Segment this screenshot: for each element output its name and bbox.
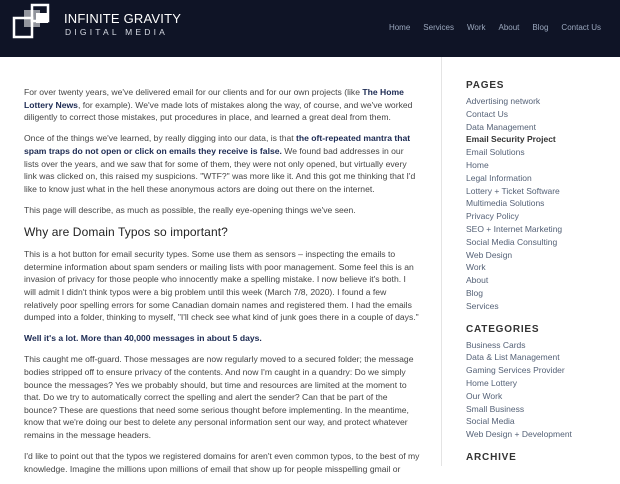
sidebar-page-link[interactable]: About	[466, 275, 489, 286]
nav-blog[interactable]: Blog	[532, 23, 549, 32]
sidebar-page-link[interactable]: Legal Information	[466, 172, 532, 183]
article-content	[24, 86, 420, 484]
sidebar-category-link[interactable]: Data & List Management	[466, 352, 560, 363]
main-nav	[376, 23, 601, 32]
site-logo[interactable]	[14, 5, 184, 37]
sidebar-category-link[interactable]: Our Work	[466, 390, 503, 401]
sidebar-page-link[interactable]: Lottery + Ticket Software	[466, 185, 560, 196]
quandry-paragraph: This caught me off-guard. Those messages are now regularly moved to a secured folder; the message bodies stripped off to ensure privacy of the contents. And now I'm caught in a quandry: Do we simply bounce the messages? Yes we probably should, but time and resources are limited at the moment to that. Do we try to automatically correct the spelling and alert the sender? Can that be part of the bounce? These are questions that need some serious thought before implementing. In the meantime, know that we're doing our best to delete any personal information sent our way, and protect whatever remains in the message headers.	[24, 354, 414, 441]
nav-home[interactable]: Home	[388, 23, 411, 32]
sidebar-page-link[interactable]: Home	[466, 159, 489, 170]
sidebar-page-link[interactable]: Work	[466, 262, 486, 273]
sidebar-category-link[interactable]: Web Design + Development	[466, 429, 572, 440]
spam-trap-paragraph: Once of the things we've learned, by really digging into our data, is that the oft-repeated mantra that spam traps do not open or click on emails they receive is false. We found bad addresses in our lists over the years, and we saw that for some of them, they were not only opened, but virtually every link was clicked on, this raised my suspicions. "WTF?" was more like it. And this got me thinking that I'd like to know just what in the hell these anonymous actors are doing out there on the internet.	[24, 133, 416, 194]
sidebar-page-link[interactable]: Email Solutions	[466, 147, 525, 158]
sidebar-page-link[interactable]: Multimedia Solutions	[466, 198, 545, 209]
sidebar-page-link[interactable]: SEO + Internet Marketing	[466, 223, 563, 234]
sidebar-page-link[interactable]: Contact Us	[466, 108, 509, 119]
page-purpose-paragraph: This page will describe, as much as possible, the really eye-opening things we've seen.	[24, 204, 356, 215]
pages-list	[466, 95, 616, 313]
sidebar-category-link[interactable]: Home Lottery	[466, 377, 518, 388]
nav-services[interactable]: Services	[423, 23, 454, 32]
sidebar-page-link[interactable]: Social Media Consulting	[466, 236, 558, 247]
common-typos-paragraph: I'd like to point out that the typos we registered domains for aren't even common typos, to the best of my knowledge. Imagine the millions upon millions of email that show up for people misspelling gmail or	[24, 451, 420, 474]
categories-heading: CATEGORIES	[466, 323, 540, 335]
site-header	[0, 0, 620, 57]
sidebar	[466, 80, 616, 467]
sidebar-page-link[interactable]: Blog	[466, 287, 484, 298]
sidebar-page-link[interactable]: Web Design	[466, 249, 513, 260]
sidebar-category-link[interactable]: Social Media	[466, 416, 515, 427]
nav-about[interactable]: About	[498, 23, 520, 32]
spam-trap-claim: the oft-repeated mantra that spam traps do not open or click on emails they receive is false.	[24, 133, 411, 156]
sidebar-page-link[interactable]: Privacy Policy	[466, 211, 519, 222]
intro-paragraph: For over twenty years, we've delivered email for our clients and for our own projects (like The Home Lottery News, for example). We've made lots of mistakes along the way, of course, and we've worked diligently to correct those mistakes, put procedures in place, and learned a great deal from them.	[24, 87, 413, 123]
sidebar-page-link-current[interactable]: Email Security Project	[466, 134, 556, 145]
sidebar-page-link[interactable]: Advertising network	[466, 96, 541, 106]
sidebar-page-link[interactable]: Data Management	[466, 121, 536, 132]
sidebar-page-link[interactable]: Services	[466, 300, 499, 311]
nav-contact-us[interactable]: Contact Us	[561, 23, 601, 32]
home-lottery-news-link[interactable]: The Home Lottery News	[24, 87, 404, 110]
categories-list	[466, 339, 616, 441]
message-count-statement: Well it's a lot. More than 40,000 messages in about 5 days.	[24, 333, 262, 344]
sidebar-category-link[interactable]: Gaming Services Provider	[466, 365, 565, 376]
typos-paragraph: This is a hot button for email security types. Some use them as sensors – inspecting the emails to determine information about spam senders or mailing lists with poor management. Some feel this is an invasion of privacy for those people who innocently make a spelling mistake. I now believe it's both. I will admit I didn't think typos were a big problem until this week (March 7/8, 2020). I found a few relatively poor spelling errors for some Canadian domain names and registered them. I had the emails dumped into a folder, thinking to myself, "I'll check see what kind of junk goes there in a couple of days."	[24, 249, 419, 323]
logo-subtitle: DIGITAL MEDIA	[65, 27, 168, 37]
section-heading: Why are Domain Typos so important?	[24, 225, 228, 240]
sidebar-category-link[interactable]: Small Business	[466, 403, 525, 414]
nav-work[interactable]: Work	[466, 23, 486, 32]
pages-heading: PAGES	[466, 80, 505, 91]
sidebar-divider	[441, 57, 442, 466]
logo-mark-icon	[14, 5, 54, 37]
sidebar-category-link[interactable]: Business Cards	[466, 339, 526, 350]
archive-heading: ARCHIVE	[466, 451, 517, 463]
logo-title: INFINITE GRAVITY	[64, 11, 182, 26]
